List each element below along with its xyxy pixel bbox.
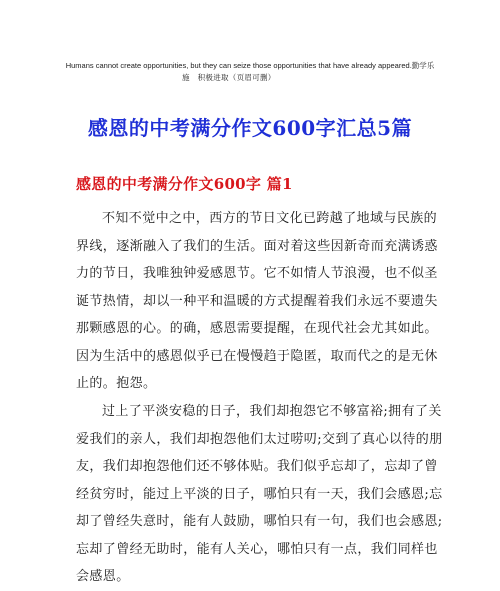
paragraph-line: 界线，逐渐融入了我们的生活。面对着这些因新奇而充满诱惑 (76, 238, 438, 254)
paragraph-line: 过上了平淡安稳的日子，我们却抱怨它不够富裕;拥有了关 (102, 404, 442, 419)
header-quote-line-1: Humans cannot create opportunities, but they can seize those opportunities that have already appeared.勤学乐 (65, 61, 435, 70)
header-quote-line-2: 施 积极进取（页眉可删） (182, 73, 276, 82)
paragraph-line: 那颗感恩的心。的确，感恩需要提醒，在现代社会尤其如此。 (76, 321, 438, 336)
paragraph-line: 会感恩。 (76, 569, 130, 584)
paragraph-line: 力的节日，我唯独钟爱感恩节。它不如情人节浪漫，也不似圣 (76, 266, 438, 281)
page-header-quote (60, 60, 440, 84)
essay-paragraph-2 (76, 398, 443, 591)
paragraph-line: 因为生活中的感恩似乎已在慢慢趋于隐匿，取而代之的是无休 (76, 348, 438, 364)
essay-paragraph-1 (76, 205, 438, 398)
document-title: 感恩的中考满分作文600字汇总5篇 (87, 116, 413, 140)
paragraph-line: 经贫穷时，能过上平淡的日子，哪怕只有一天，我们会感恩;忘 (76, 486, 443, 502)
paragraph-line: 不知不觉中之中，西方的节日文化已跨越了地域与民族的 (102, 211, 438, 226)
paragraph-line: 忘却了曾经无助时，能有人关心，哪怕只有一点，我们同样也 (76, 541, 438, 557)
paragraph-line: 却了曾经失意时，能有人鼓励，哪怕只有一句，我们也会感恩; (76, 514, 443, 529)
essay-section-title: 感恩的中考满分作文600字 篇1 (76, 175, 293, 193)
paragraph-line: 友，我们却抱怨他们还不够体贴。我们似乎忘却了，忘却了曾 (76, 459, 438, 474)
paragraph-line: 诞节热情，却以一种平和温暖的方式提醒着我们永远不要遗失 (76, 293, 438, 309)
paragraph-line: 爱我们的亲人，我们却抱怨他们太过唠叨;交到了真心以待的朋 (76, 431, 443, 447)
paragraph-line: 止的。抱怨。 (76, 376, 157, 391)
